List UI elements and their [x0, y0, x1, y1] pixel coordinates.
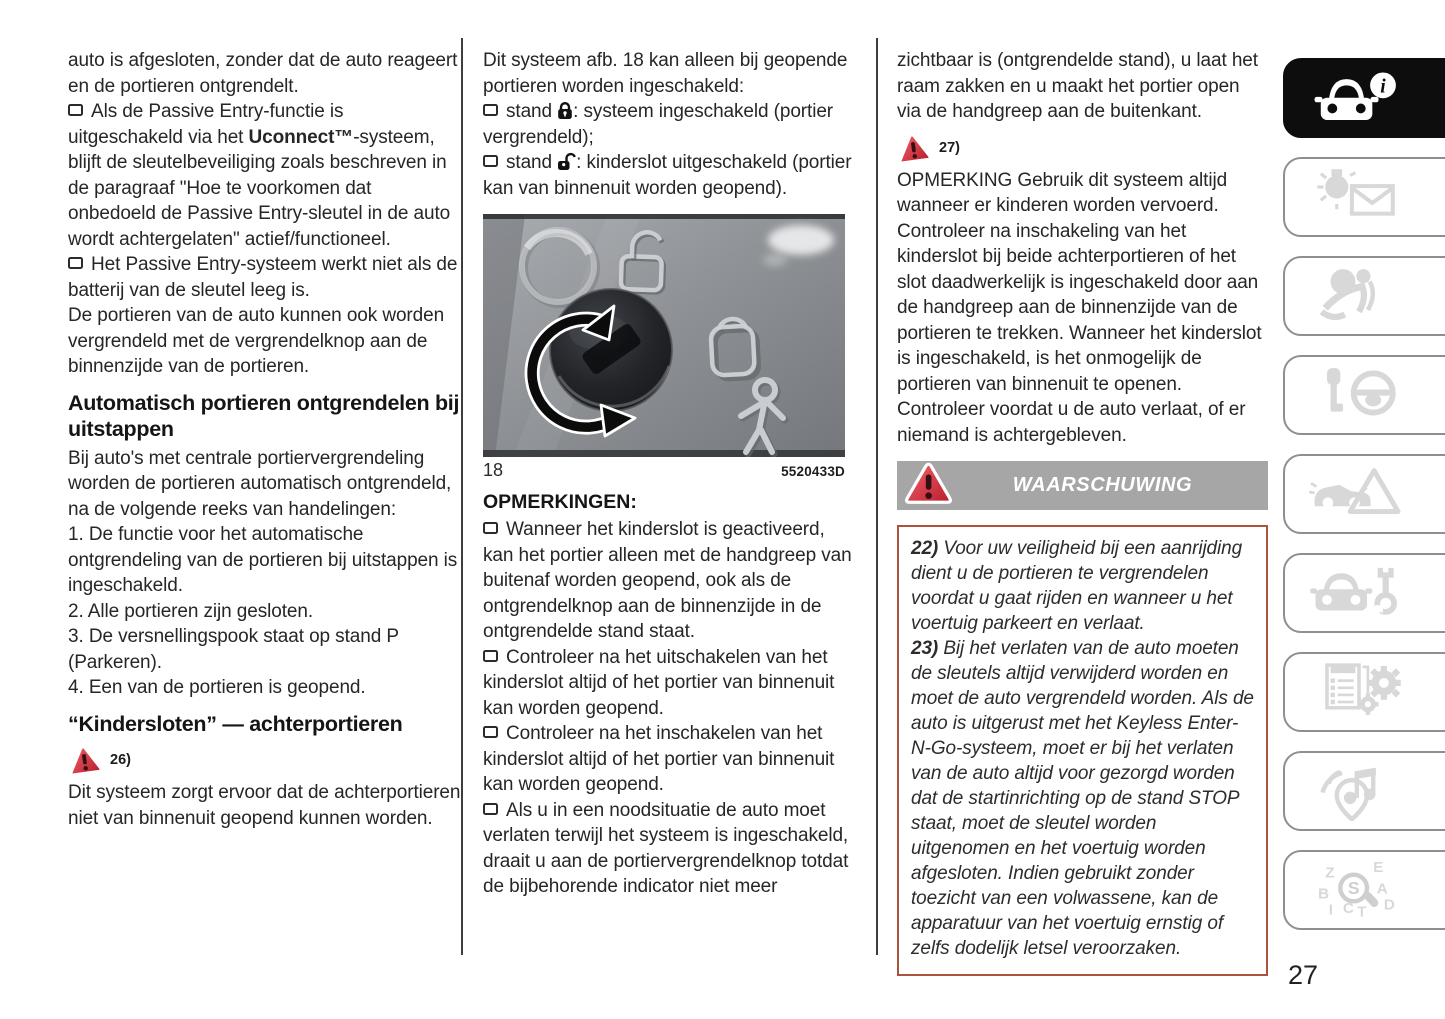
paragraph: [68, 780, 461, 831]
sidebar-tab-multimedia[interactable]: [1283, 751, 1445, 831]
text-run: Uconnect™: [248, 126, 354, 148]
text-run: 4. Een van de portieren is geopend.: [68, 677, 366, 698]
text-run: stand: [506, 152, 558, 173]
bullet-paragraph: [68, 252, 461, 303]
square-bullet-icon: [483, 104, 498, 116]
svg-text:C: C: [1343, 899, 1354, 917]
warning-triangle-icon: [66, 743, 103, 777]
text-run: Het Passive Entry-systeem werkt niet als de batterij van de sleutel leeg is.: [68, 254, 458, 301]
text-run: De portieren van de auto kunnen ook worden vergrendeld met de vergrendelknop aan de binnenzijde van de portieren.: [68, 305, 445, 377]
warning-band-title: WAARSCHUWING: [1012, 474, 1193, 496]
text-run: Wanneer het kinderslot is geactiveerd, kan het portier alleen met de handgreep van buitenaf worden geopend, ook als de ontgrendelknop aan de binnenzijde in de ontgrendelde stand staat.: [483, 519, 852, 642]
warning-band: [897, 461, 1268, 510]
spec-list-gears-icon: [1295, 658, 1423, 727]
svg-text:T: T: [1357, 902, 1367, 920]
svg-text:D: D: [1383, 895, 1395, 913]
bullet-paragraph: [483, 517, 855, 645]
text-run: 3. De versnellingspook staat op stand P (Parkeren).: [68, 626, 399, 673]
bullet-paragraph: [68, 99, 461, 252]
svg-text:I: I: [1328, 901, 1333, 919]
paragraph: [68, 446, 461, 523]
warning-item-text: Voor uw veiligheid bij een aanrijding dient u de portieren te vergrendelen voordat u gaat rijden en wanneer u het voertuig parkeert en verlaat.: [911, 538, 1243, 634]
paragraph: [897, 48, 1268, 125]
svg-text:B: B: [1318, 885, 1330, 903]
square-bullet-icon: [483, 522, 498, 534]
column-left: [68, 48, 461, 831]
figure-code: 5520433D: [781, 464, 845, 479]
warning-item: [911, 536, 1255, 636]
sidebar-tab-index[interactable]: [1283, 850, 1445, 930]
bullet-paragraph: [483, 798, 855, 900]
warning-reference-number: 27): [939, 139, 960, 156]
text-run: Controleer na het inschakelen van het kinderslot altijd of het portier van binnenuit kan worden geopend.: [483, 723, 835, 795]
column-right: [897, 48, 1268, 976]
sidebar-tab-service[interactable]: [1283, 553, 1445, 633]
text-run: OPMERKING Gebruik dit systeem altijd wanneer er kinderen worden vervoerd. Controleer na inschakeling van het kinderslot bij beide achterportieren of het slot daadwerkelijk is ingeschakeld door aan de handgreep aan de binnenzijde van de portieren te trekken. Wanneer het kinderslot is ingeschakeld, is het onmogelijk de portieren van binnenuit te openen. Controleer voordat u de auto verlaat, of er niemand is achtergebleven.: [897, 169, 1262, 446]
sidebar-tab-emergency[interactable]: [1283, 454, 1445, 534]
square-bullet-icon: [483, 726, 498, 738]
sidebar-tab-intro[interactable]: [1283, 58, 1445, 138]
paragraph: [68, 599, 461, 625]
car-info-icon: [1295, 64, 1423, 133]
airbag-safety-icon: [1295, 262, 1423, 331]
paragraph: [483, 48, 855, 99]
text-run: Controleer na het uitschakelen van het kinderslot altijd of het portier van binnenuit kan worden geopend.: [483, 646, 835, 719]
notes-heading: [483, 490, 855, 515]
text-run: Dit systeem zorgt ervoor dat de achterportieren niet van binnenuit geopend kunnen worden.: [68, 782, 461, 829]
text-run: Bij auto's met centrale portiervergrendeling worden de portieren automatisch ontgrendeld, na de volgende reeks van handelingen:: [68, 447, 452, 520]
paragraph: [68, 48, 461, 99]
warning-item-number: 23): [911, 638, 939, 659]
svg-text:Z: Z: [1325, 863, 1335, 881]
square-bullet-icon: [68, 257, 83, 269]
warning-triangle-icon: [904, 461, 953, 507]
warning-item-number: 22): [911, 538, 939, 559]
warning-item: [911, 636, 1255, 961]
lock-closed-icon: [557, 101, 573, 122]
figure-number: 18: [483, 460, 504, 480]
text-run: zichtbaar is (ontgrendelde stand), u laat het raam zakken en u maakt het portier open via de handgreep aan de buitenkant.: [897, 50, 1258, 122]
square-bullet-icon: [68, 104, 83, 116]
warning-lights-message-icon: [1295, 163, 1423, 232]
column-middle: [483, 48, 855, 900]
text-run: -systeem, blijft de sleutelbeveiliging zoals beschreven in de paragraaf "Hoe te voorkomen dat onbedoeld de Passive Entry-sleutel in de auto wordt achtergelaten" actief/functioneel.: [68, 126, 451, 250]
bullet-paragraph: [483, 99, 855, 150]
warning-item-text: Bij het verlaten van de auto moeten de sleutels altijd verwijderd worden en moet de auto vergrendeld worden. Als de auto is uitgerust met het Keyless Enter-N-Go-systeem, moet er bij het verlaten van de auto altijd voor gezorgd worden dat de startinrichting op de stand STOP staat, moet de sleutel worden uitgenomen en het voertuig worden afgesloten. Indien gebruikt zonder toezicht van een volwassene, kan de apparatuur van het voertuig ernstig of zelfs dodelijk letsel veroorzaken.: [911, 638, 1254, 959]
text-run: Automatisch portieren ontgrendelen bij uitstappen: [68, 390, 460, 441]
text-run: Dit systeem afb. 18 kan alleen bij geopende portieren worden ingeschakeld:: [483, 50, 848, 97]
sidebar-tab-safety[interactable]: [1283, 256, 1445, 336]
warning-triangle-icon: [895, 130, 932, 164]
car-wrench-icon: [1295, 559, 1423, 628]
text-run: 1. De functie voor het automatische ontgrendeling van de portieren bij uitstappen is ingeschakeld.: [68, 524, 458, 596]
child-lock-photo: [483, 214, 845, 457]
warning-reference: [68, 745, 461, 775]
bullet-paragraph: [483, 150, 855, 201]
text-run: Als u in een noodsituatie de auto moet verlaten terwijl het systeem is ingeschakeld, draait u aan de portiervergrendelknop totdat de bijbehorende indicator niet meer: [483, 799, 849, 897]
lock-open-icon: [557, 152, 576, 173]
chapter-tab-rail: [1283, 58, 1445, 949]
paragraph: [68, 675, 461, 701]
text-run: : kinderslot uitgeschakeld (portier kan van binnenuit worden geopend).: [483, 152, 852, 199]
sidebar-tab-starting-driving[interactable]: [1283, 355, 1445, 435]
svg-text:S: S: [1347, 877, 1360, 898]
bullet-paragraph: [483, 721, 855, 798]
text-run: 2. Alle portieren zijn gesloten.: [68, 600, 314, 622]
alphabetical-index-search-icon: [1295, 856, 1423, 925]
paragraph: [68, 303, 461, 380]
warning-reference: [897, 133, 1268, 163]
paragraph: [68, 522, 461, 599]
section-heading: [68, 711, 461, 738]
text-run: “Kindersloten” — achterportieren: [68, 711, 403, 736]
paragraph: [68, 624, 461, 675]
key-steering-wheel-icon: [1295, 361, 1423, 430]
text-run: OPMERKINGEN:: [483, 491, 637, 513]
square-bullet-icon: [483, 803, 498, 815]
text-run: Als de Passive Entry-functie is uitgeschakeld via het: [68, 101, 344, 148]
figure-caption: [483, 460, 845, 481]
column-divider: [461, 38, 463, 955]
sidebar-tab-technical-data[interactable]: [1283, 652, 1445, 732]
text-run: stand: [506, 101, 558, 122]
column-divider: [876, 38, 878, 955]
square-bullet-icon: [483, 650, 498, 662]
warning-reference-number: 26): [110, 752, 131, 768]
multimedia-navigation-icon: [1295, 757, 1423, 826]
paragraph: [897, 168, 1268, 449]
svg-text:i: i: [1380, 75, 1386, 97]
car-warning-triangle-icon: [1295, 460, 1423, 529]
text-run: auto is afgesloten, zonder dat de auto reageert en de portieren ontgrendelt.: [68, 50, 458, 97]
child-lock-figure: [483, 214, 845, 481]
section-heading: [68, 390, 461, 443]
square-bullet-icon: [483, 155, 498, 167]
bullet-paragraph: [483, 645, 855, 722]
sidebar-tab-warning-lights[interactable]: [1283, 157, 1445, 237]
page-number: 27: [1288, 960, 1319, 990]
text-run: : systeem ingeschakeld (portier vergrendeld);: [483, 101, 834, 148]
svg-text:E: E: [1373, 858, 1384, 876]
warning-box: [897, 525, 1268, 976]
svg-text:A: A: [1376, 879, 1388, 897]
